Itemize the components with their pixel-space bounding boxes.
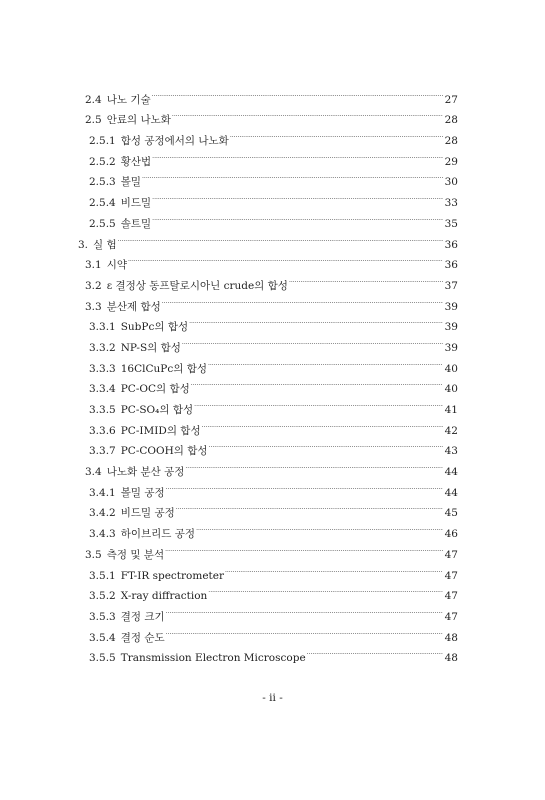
dot-leader xyxy=(162,289,443,310)
toc-entry-page: 35 xyxy=(444,217,458,230)
toc-entry-text: 볼밀 xyxy=(120,176,142,189)
toc-entry-text: 나노화 분산 공정 xyxy=(106,466,185,479)
toc-entry-number: 2.5.5 xyxy=(89,217,116,230)
toc-entry-page: 47 xyxy=(444,569,458,582)
dot-leader xyxy=(202,413,443,434)
toc-entry xyxy=(78,268,458,292)
toc-entry-text: 볼밀 공정 xyxy=(120,486,165,499)
toc-entry-number: 3.3.2 xyxy=(89,341,116,354)
toc-entry-text: FT-IR spectrometer xyxy=(120,569,224,582)
toc-entry-page: 27 xyxy=(444,93,458,106)
toc-entry-page: 37 xyxy=(444,279,458,292)
toc-entry-title xyxy=(85,545,165,566)
toc-entry-page: 46 xyxy=(444,528,458,541)
toc-entry-title xyxy=(89,193,152,214)
toc-entry-text: 시약 xyxy=(106,259,127,272)
toc-entry-title xyxy=(89,648,307,669)
toc-entry-title xyxy=(89,628,166,649)
toc-entry-title xyxy=(89,379,191,400)
toc-entry-page: 47 xyxy=(444,610,458,623)
toc-entry-number: 3.4.1 xyxy=(89,486,116,499)
toc-entry-title xyxy=(78,235,118,256)
dot-leader xyxy=(152,185,443,206)
toc-entry-number: 3.4.2 xyxy=(89,507,116,520)
toc-entry-text: 비드밀 공정 xyxy=(120,507,175,520)
toc-entry-title xyxy=(89,400,194,421)
toc-entry-title xyxy=(89,421,202,442)
toc-entry-page: 44 xyxy=(444,486,458,499)
dot-leader xyxy=(191,372,443,393)
toc-entry-page: 44 xyxy=(444,466,458,479)
toc-entry-title xyxy=(89,483,166,504)
toc-entry-text: PC-COOH의 합성 xyxy=(120,445,208,458)
toc-entry-page: 48 xyxy=(444,631,458,644)
toc-entry-text: Transmission Electron Microscope xyxy=(120,652,306,665)
toc-entry-page: 39 xyxy=(444,341,458,354)
toc-entry-page: 47 xyxy=(444,548,458,561)
toc-entry xyxy=(78,227,458,251)
toc-entry-number: 3.5.2 xyxy=(89,590,116,603)
toc-entry-number: 3.4.3 xyxy=(89,528,116,541)
toc-entry-number: 3.3.4 xyxy=(89,383,116,396)
toc-entry-title xyxy=(89,607,166,628)
toc-entry-page: 41 xyxy=(444,404,458,416)
toc-entry-number: 2.5.4 xyxy=(89,197,116,210)
toc-entry-page: 30 xyxy=(444,176,458,189)
toc-entry-text: 합성 공정에서의 나노화 xyxy=(120,135,229,148)
toc-entry xyxy=(78,82,458,106)
dot-leader xyxy=(142,165,443,186)
toc-entry-number: 3.5.1 xyxy=(89,569,116,582)
dot-leader xyxy=(208,351,443,372)
toc-entry-number: 3.1 xyxy=(85,259,102,272)
toc-entry-number: 3.2 xyxy=(85,279,102,292)
toc-entry-title xyxy=(89,566,225,587)
toc-entry-title xyxy=(85,90,152,111)
toc-entry-title xyxy=(85,110,172,131)
toc-entry-page: 45 xyxy=(444,507,458,520)
dot-leader xyxy=(194,392,443,413)
toc-entry-page: 39 xyxy=(444,300,458,313)
toc-entry-text: ε 결정상 동프탈로시아닌 crude의 합성 xyxy=(106,279,288,292)
toc-entry-page: 40 xyxy=(444,383,458,396)
toc-entry-number: 3.3.6 xyxy=(89,424,116,437)
dot-leader xyxy=(166,475,443,496)
dot-leader xyxy=(225,558,443,579)
table-of-contents xyxy=(78,82,458,665)
toc-entry-page: 28 xyxy=(444,135,458,148)
dot-leader xyxy=(172,103,443,124)
dot-leader xyxy=(189,310,443,331)
toc-entry-title xyxy=(85,255,128,276)
toc-entry-number: 3.3.7 xyxy=(89,445,116,458)
toc-entry-text: 나노 기술 xyxy=(106,93,151,106)
toc-entry-page: 39 xyxy=(444,321,458,334)
dot-leader xyxy=(307,641,443,662)
toc-entry-number: 2.5.1 xyxy=(89,135,116,148)
toc-entry-text: SubPc의 합성 xyxy=(120,321,189,334)
dot-leader xyxy=(118,227,443,248)
dot-leader xyxy=(166,599,443,620)
page-number: - ii - xyxy=(262,692,283,704)
toc-entry-number: 3. xyxy=(78,238,89,251)
toc-entry-text: 측정 및 분석 xyxy=(106,548,165,561)
toc-entry-text: 결정 순도 xyxy=(120,631,165,644)
toc-entry-number: 2.4 xyxy=(85,93,102,106)
dot-leader xyxy=(208,579,443,600)
dot-leader xyxy=(230,123,443,144)
toc-entry-text: 안료의 나노화 xyxy=(106,114,171,127)
dot-leader xyxy=(166,620,443,641)
toc-entry-number: 3.4 xyxy=(85,466,102,479)
toc-entry-title xyxy=(89,503,176,524)
toc-entry-number: 3.5.3 xyxy=(89,610,116,623)
toc-entry-number: 2.5.3 xyxy=(89,176,116,189)
dot-leader xyxy=(128,248,443,269)
toc-entry-number: 3.3.5 xyxy=(89,404,116,416)
toc-entry-page: 36 xyxy=(444,259,458,272)
dot-leader xyxy=(289,268,443,289)
toc-entry-page: 42 xyxy=(444,424,458,437)
toc-entry-text: 하이브리드 공정 xyxy=(120,528,196,541)
dot-leader xyxy=(182,330,443,351)
toc-entry-text: X-ray diffraction xyxy=(120,590,208,603)
toc-entry xyxy=(78,248,458,272)
toc-entry-text: 결정 크기 xyxy=(120,610,165,623)
toc-entry-text: 분산제 합성 xyxy=(106,300,161,313)
toc-entry-title xyxy=(89,172,142,193)
toc-entry-page: 28 xyxy=(444,114,458,127)
toc-entry-number: 2.5.2 xyxy=(89,155,116,168)
toc-entry-number: 2.5 xyxy=(85,114,102,127)
toc-entry-page: 48 xyxy=(444,652,458,665)
dot-leader xyxy=(209,434,443,455)
toc-entry-number: 3.5.4 xyxy=(89,631,116,644)
dot-leader xyxy=(152,206,443,227)
toc-entry-number: 3.5 xyxy=(85,548,102,561)
toc-entry-text: 황산법 xyxy=(120,155,152,168)
toc-entry-title xyxy=(85,297,162,318)
toc-entry-page: 40 xyxy=(444,362,458,375)
dot-leader xyxy=(196,516,443,537)
dot-leader xyxy=(185,454,443,475)
toc-entry-page: 33 xyxy=(444,197,458,210)
toc-entry-text: PC-IMID의 합성 xyxy=(120,424,201,437)
toc-entry-number: 3.5.5 xyxy=(89,652,116,665)
toc-entry-text: 실 험 xyxy=(93,238,117,251)
toc-entry-text: 비드밀 xyxy=(120,197,152,210)
toc-entry-text: 16ClCuPc의 합성 xyxy=(120,362,207,375)
dot-leader xyxy=(152,82,443,103)
toc-entry-number: 3.3.3 xyxy=(89,362,116,375)
toc-entry-text: PC-OC의 합성 xyxy=(120,383,190,396)
toc-entry-page: 43 xyxy=(444,445,458,458)
dot-leader xyxy=(152,144,443,165)
toc-entry-title xyxy=(89,317,189,338)
toc-entry-page: 29 xyxy=(444,155,458,168)
toc-entry-text: NP-S의 합성 xyxy=(120,341,181,354)
dot-leader xyxy=(176,496,443,517)
dot-leader xyxy=(165,537,443,558)
toc-entry-page: 36 xyxy=(444,238,458,251)
toc-entry-number: 3.3.1 xyxy=(89,321,116,334)
toc-entry-text: PC-SO₄의 합성 xyxy=(120,404,194,416)
toc-entry-text: 솔트밀 xyxy=(120,217,152,230)
toc-entry-title xyxy=(89,338,182,359)
toc-entry-number: 3.3 xyxy=(85,300,102,313)
toc-entry-page: 47 xyxy=(444,590,458,603)
